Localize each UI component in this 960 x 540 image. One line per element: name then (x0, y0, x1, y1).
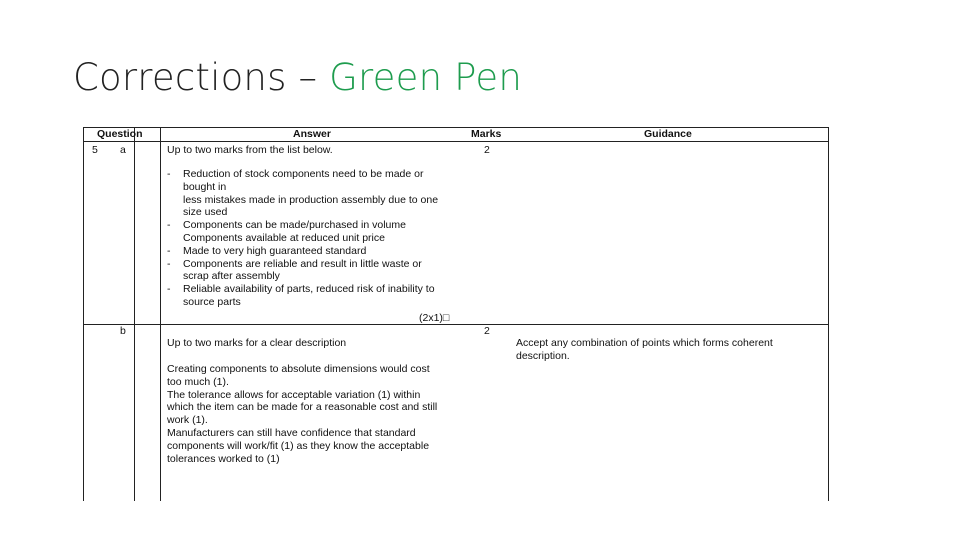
bullet-text: Reduction of stock components need to be made or bought in less mistakes made in production assembly due to one size used (183, 168, 439, 219)
answer-intro-a: Up to two marks from the list below. (167, 144, 333, 156)
answer-bullet-list (167, 168, 467, 309)
row-divider (83, 324, 829, 325)
bullet-marker: - (167, 168, 171, 180)
question-part-a: a (120, 144, 126, 156)
mark-scheme-table (83, 127, 829, 501)
header-rule (83, 141, 829, 142)
bullet-marker: - (167, 283, 171, 296)
header-answer: Answer (293, 128, 331, 140)
list-item (167, 168, 467, 219)
list-item (167, 219, 467, 245)
list-item (167, 283, 467, 309)
bullet-text: Components can be made/purchased in volume Components available at reduced unit price (183, 219, 406, 244)
list-item (167, 258, 467, 284)
answer-intro-b: Up to two marks for a clear description (167, 337, 347, 349)
bullet-text: Reliable availability of parts, reduced risk of inability to source parts (183, 283, 435, 308)
header-question: Question (97, 128, 143, 140)
table-top-rule (83, 127, 829, 128)
bullet-marker: - (167, 219, 171, 232)
header-marks: Marks (471, 128, 502, 140)
bullet-text: Components are reliable and result in little waste or scrap after assembly (183, 257, 422, 283)
marks-a: 2 (484, 144, 490, 156)
list-item (167, 245, 467, 258)
question-number: 5 (92, 144, 98, 156)
marks-b: 2 (484, 325, 490, 337)
slide-title-main: Corrections – (73, 56, 318, 99)
guidance-b: Accept any combination of points which forms coherent description. (516, 337, 773, 362)
bullet-marker: - (167, 244, 171, 257)
answer-column-rule (160, 127, 161, 501)
answer-body-b: Creating components to absolute dimensions would cost too much (1). The tolerance allows for acceptable variation (1) within which the item can be made for a reasonable cost and still work (1). Manufacturers can still have confidence that standard components will work/fit (1) as they know the acceptable tolerances worked to (1) (167, 363, 438, 465)
mark-allocation: (2x1)□ (419, 312, 450, 324)
header-guidance: Guidance (644, 128, 692, 140)
table-left-rule (83, 127, 84, 501)
slide-title-accent: Green Pen (329, 56, 522, 99)
table-right-rule (828, 127, 829, 501)
bullet-text: Made to very high guaranteed standard (183, 244, 367, 257)
bullet-marker: - (167, 257, 171, 270)
question-part-b: b (120, 325, 126, 337)
slide-title (73, 56, 522, 99)
part-column-rule (134, 127, 135, 501)
